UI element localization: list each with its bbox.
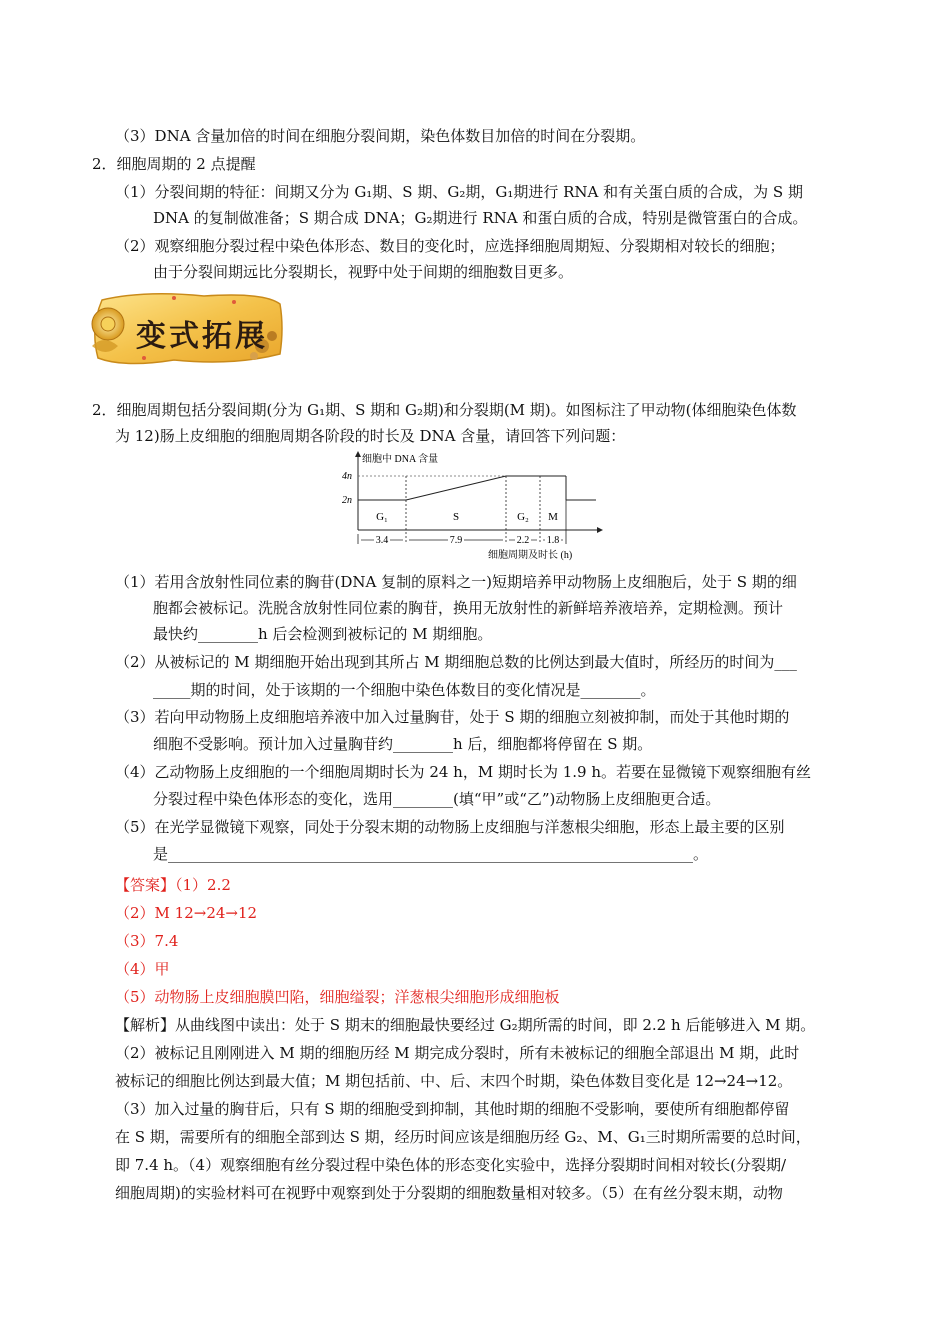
analysis-text: 细胞周期)的实验材料可在视野中观察到处于分裂期的细胞数量相对较多。（5）在有丝分裂末期，动物 bbox=[115, 1184, 783, 1202]
phase-label-M: M bbox=[548, 511, 558, 523]
sub-question-text: 是______________________________________________________________________。 bbox=[153, 845, 709, 863]
answer-text: 【答案】（1）2.2 bbox=[115, 876, 231, 894]
answer-text: （2）M 12→24→12 bbox=[115, 904, 258, 922]
sub-question-text: 分裂过程中染色体形态的变化，选用________(填“甲”或“乙”)动物肠上皮细胞更合适。 bbox=[153, 790, 721, 808]
analysis-text: 被标记的细胞比例达到最大值；M 期包括前、中、后、末四个时期，染色体数目变化是 12→24→12。 bbox=[115, 1072, 793, 1090]
phase-label-S: S bbox=[452, 511, 460, 523]
text-line: （2）观察细胞分裂过程中染色体形态、数目的变化时，应选择细胞周期短、分裂期相对较长的细胞； bbox=[115, 237, 785, 255]
analysis-text: （3）加入过量的胸苷后，只有 S 期的细胞受到抑制，其他时期的细胞不受影响，要使所有细胞都停留 bbox=[115, 1100, 790, 1118]
y-tick-4n: 4n bbox=[342, 471, 352, 482]
sub-question-text: （5）在光学显微镜下观察，同处于分裂末期的动物肠上皮细胞与洋葱根尖细胞，形态上最主要的区别 bbox=[115, 818, 785, 836]
sub-question-text: （2）从被标记的 M 期细胞开始出现到其所占 M 期细胞总数的比例达到最大值时，所经历的时间为___ bbox=[115, 653, 797, 671]
dna-content-chart bbox=[338, 446, 618, 562]
analysis-text: 即 7.4 h。（4）观察细胞有丝分裂过程中染色体的形态变化实验中，选择分裂期时间相对较长(分裂期/ bbox=[115, 1156, 787, 1174]
sub-question-text: _____期的时间，处于该期的一个细胞中染色体数目的变化情况是________。 bbox=[153, 681, 656, 699]
section-banner bbox=[84, 288, 284, 368]
question-text: 2．细胞周期包括分裂间期(分为 G₁期、S 期和 G₂期)和分裂期(M 期)。如图标注了甲动物(体细胞染色体数 bbox=[92, 401, 797, 419]
sub-question-text: 细胞不受影响。预计加入过量胸苷约________h 后，细胞都将停留在 S 期。 bbox=[153, 735, 653, 753]
y-axis-label: 细胞中 DNA 含量 bbox=[362, 454, 439, 465]
analysis-text: 【解析】从曲线图中读出：处于 S 期末的细胞最快要经过 G₂期所需的时间，即 2.2 h 后能够进入 M 期。 bbox=[115, 1016, 816, 1034]
text-line: （1）分裂间期的特征：间期又分为 G₁期、S 期、G₂期，G₁期进行 RNA 和有关蛋白质的合成，为 S 期 bbox=[115, 183, 803, 201]
sub-question-text: （3）若向甲动物肠上皮细胞培养液中加入过量胸苷，处于 S 期的细胞立刻被抑制，而处于其他时期的 bbox=[115, 708, 790, 726]
question-text: 为 12)肠上皮细胞的细胞周期各阶段的时长及 DNA 含量，请回答下列问题： bbox=[115, 427, 626, 445]
duration-label-S: 7.9 bbox=[449, 535, 463, 546]
phase-label-G1: G₁ bbox=[376, 511, 388, 523]
duration-label-G1: 3.4 bbox=[375, 535, 389, 546]
y-tick-2n: 2n bbox=[342, 495, 352, 506]
duration-label-G2: 2.2 bbox=[516, 535, 530, 546]
sub-question-text: 胞都会被标记。洗脱含放射性同位素的胸苷，换用无放射性的新鲜培养液培养，定期检测。预计 bbox=[153, 599, 784, 617]
text-line: DNA 的复制做准备；S 期合成 DNA；G₂期进行 RNA 和蛋白质的合成，特别是微管蛋白的合成。 bbox=[153, 209, 808, 227]
sub-question-text: （4）乙动物肠上皮细胞的一个细胞周期时长为 24 h，M 期时长为 1.9 h。若要在显微镜下观察细胞有丝 bbox=[115, 763, 812, 781]
dna-line-S bbox=[406, 476, 506, 500]
text-line: （3）DNA 含量加倍的时间在细胞分裂间期，染色体数目加倍的时间在分裂期。 bbox=[115, 127, 646, 145]
answer-text: （5）动物肠上皮细胞膜凹陷，细胞缢裂；洋葱根尖细胞形成细胞板 bbox=[115, 988, 560, 1006]
answer-text: （3）7.4 bbox=[115, 932, 179, 950]
x-axis-label: 细胞周期及时长 (h) bbox=[488, 550, 573, 561]
analysis-text: 在 S 期，需要所有的细胞全部到达 S 期，经历时间应该是细胞历经 G₂、M、G₁三时期所需要的总时间， bbox=[115, 1128, 811, 1146]
section-heading: 2．细胞周期的 2 点提醒 bbox=[92, 155, 256, 173]
text-line: 由于分裂间期远比分裂期长，视野中处于间期的细胞数目更多。 bbox=[153, 263, 574, 281]
sub-question-text: 最快约________h 后会检测到被标记的 M 期细胞。 bbox=[153, 625, 493, 643]
duration-label-M: 1.8 bbox=[546, 535, 560, 546]
answer-text: （4）甲 bbox=[115, 960, 170, 978]
analysis-text: （2）被标记且刚刚进入 M 期的细胞历经 M 期完成分裂时，所有未被标记的细胞全部退出 M 期，此时 bbox=[115, 1044, 800, 1062]
phase-label-G2: G₂ bbox=[517, 511, 529, 523]
banner-title: 变式拓展 bbox=[136, 319, 268, 354]
sub-question-text: （1）若用含放射性同位素的胸苷(DNA 复制的原料之一)短期培养甲动物肠上皮细胞后，处于 S 期的细 bbox=[115, 573, 797, 591]
